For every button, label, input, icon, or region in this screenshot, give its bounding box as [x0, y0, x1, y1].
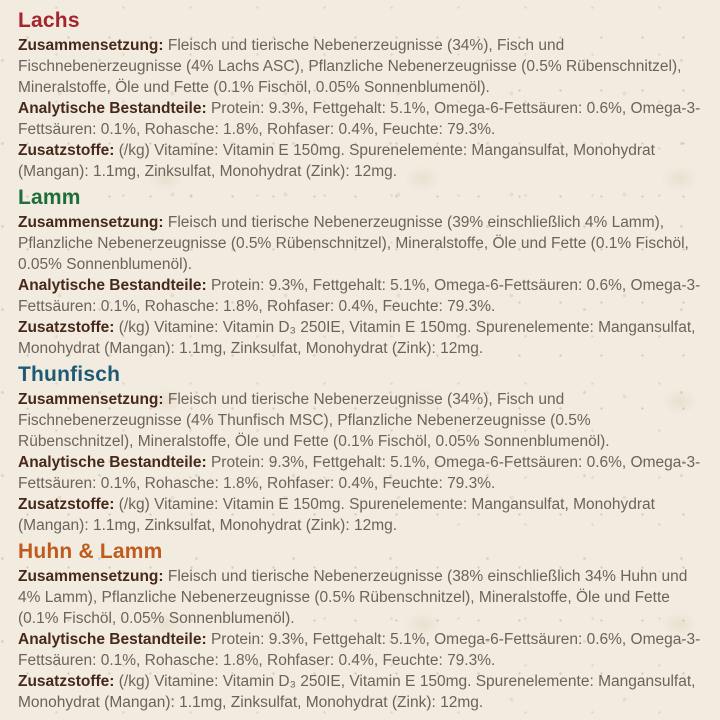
analytical-paragraph	[18, 629, 705, 671]
section-title-thunfisch: Thunfisch	[18, 363, 121, 386]
additives-label: Zusatzstoffe:	[18, 319, 115, 336]
composition-paragraph	[18, 35, 705, 98]
additives-text: (/kg) Vitamine: Vitamin D₃ 250IE, Vitamin E 150mg. Spurenelemente: Mangansulfat, Monohydrat (Mangan): 1.1mg, Zinksulfat, Monohydrat (Zink): 12mg.	[18, 319, 696, 357]
additives-paragraph	[18, 140, 705, 182]
section-lachs	[18, 9, 705, 182]
section-thunfisch	[18, 363, 705, 536]
analytical-paragraph	[18, 275, 705, 317]
section-title-lachs: Lachs	[18, 9, 80, 32]
composition-label: Zusammensetzung:	[18, 391, 164, 408]
composition-text: Fleisch und tierische Nebenerzeugnisse (34%), Fisch und Fischnebenerzeugnisse (4% Thunfisch MSC), Pflanzliche Nebenerzeugnisse (0.5% Rübenschnitzel), Mineralstoffe, Öle und Fette (0.1% Fischöl, 0.05% Sonnenblumenöl).	[18, 391, 610, 450]
analytical-label: Analytische Bestandteile:	[18, 454, 207, 471]
composition-text: Fleisch und tierische Nebenerzeugnisse (39% einschließlich 4% Lamm), Pflanzliche Nebenerzeugnisse (0.5% Rübenschnitzel), Mineralstoffe, Öle und Fette (0.1% Fischöl, 0.05% Sonnenblumenöl).	[18, 214, 689, 273]
composition-label: Zusammensetzung:	[18, 214, 164, 231]
analytical-text: Protein: 9.3%, Fettgehalt: 5.1%, Omega-6-Fettsäuren: 0.6%, Omega-3-Fettsäuren: 0.1%, Rohasche: 1.8%, Rohfaser: 0.4%, Feuchte: 79.3%.	[18, 631, 701, 669]
composition-text: Fleisch und tierische Nebenerzeugnisse (34%), Fisch und Fischnebenerzeugnisse (4% Lachs ASC), Pflanzliche Nebenerzeugnisse (0.5% Rübenschnitzel), Mineralstoffe, Öle und Fette (0.1% Fischöl, 0.05% Sonnenblumenöl).	[18, 37, 682, 96]
section-lamm	[18, 186, 705, 359]
additives-text: (/kg) Vitamine: Vitamin D₃ 250IE, Vitamin E 150mg. Spurenelemente: Mangansulfat, Monohydrat (Mangan): 1.1mg, Zinksulfat, Monohydrat (Zink): 12mg.	[18, 673, 696, 711]
additives-paragraph	[18, 671, 705, 713]
analytical-text: Protein: 9.3%, Fettgehalt: 5.1%, Omega-6-Fettsäuren: 0.6%, Omega-3-Fettsäuren: 0.1%, Rohasche: 1.8%, Rohfaser: 0.4%, Feuchte: 79.3%.	[18, 277, 701, 315]
additives-paragraph	[18, 494, 705, 536]
analytical-text: Protein: 9.3%, Fettgehalt: 5.1%, Omega-6-Fettsäuren: 0.6%, Omega-3-Fettsäuren: 0.1%, Rohasche: 1.8%, Rohfaser: 0.4%, Feuchte: 79.3%.	[18, 454, 701, 492]
composition-label: Zusammensetzung:	[18, 37, 164, 54]
composition-paragraph	[18, 566, 705, 629]
analytical-text: Protein: 9.3%, Fettgehalt: 5.1%, Omega-6-Fettsäuren: 0.6%, Omega-3-Fettsäuren: 0.1%, Rohasche: 1.8%, Rohfaser: 0.4%, Feuchte: 79.3%.	[18, 100, 701, 138]
composition-text: Fleisch und tierische Nebenerzeugnisse (38% einschließlich 34% Huhn und 4% Lamm), Pflanzliche Nebenerzeugnisse (0.5% Rübenschnitzel), Mineralstoffe, Öle und Fette (0.1% Fischöl, 0.05% Sonnenblumenöl).	[18, 568, 688, 627]
composition-label: Zusammensetzung:	[18, 568, 164, 585]
additives-text: (/kg) Vitamine: Vitamin E 150mg. Spurenelemente: Mangansulfat, Monohydrat (Mangan): 1.1mg, Zinksulfat, Monohydrat (Zink): 12mg.	[18, 142, 655, 180]
additives-label: Zusatzstoffe:	[18, 673, 115, 690]
additives-label: Zusatzstoffe:	[18, 142, 115, 159]
analytical-paragraph	[18, 452, 705, 494]
additives-label: Zusatzstoffe:	[18, 496, 115, 513]
additives-text: (/kg) Vitamine: Vitamin E 150mg. Spurenelemente: Mangansulfat, Monohydrat (Mangan): 1.1mg, Zinksulfat, Monohydrat (Zink): 12mg.	[18, 496, 655, 534]
section-huhn-lamm	[18, 540, 705, 713]
analytical-label: Analytische Bestandteile:	[18, 277, 207, 294]
analytical-label: Analytische Bestandteile:	[18, 631, 207, 648]
additives-paragraph	[18, 317, 705, 359]
section-title-lamm: Lamm	[18, 186, 81, 209]
composition-paragraph	[18, 389, 705, 452]
section-title-huhn-lamm: Huhn & Lamm	[18, 540, 163, 563]
composition-paragraph	[18, 212, 705, 275]
analytical-label: Analytische Bestandteile:	[18, 100, 207, 117]
analytical-paragraph	[18, 98, 705, 140]
